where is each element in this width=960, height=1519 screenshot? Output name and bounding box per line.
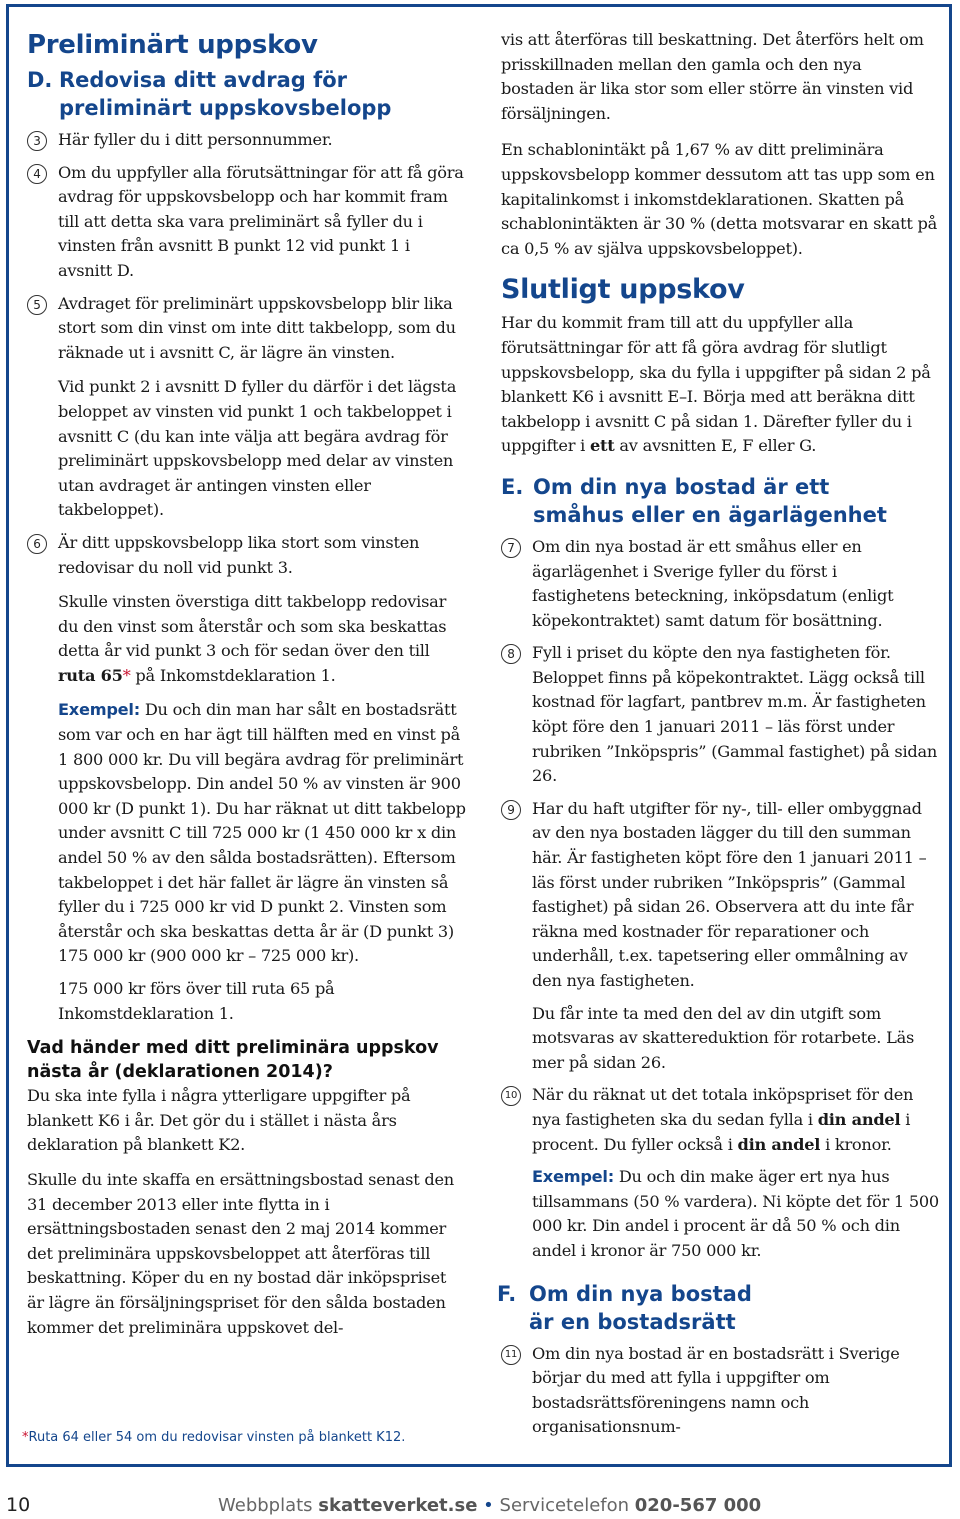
paragraph (27, 590, 467, 688)
list-item (27, 128, 467, 153)
paragraph: Skulle du inte skaffa en ersättningsbostad senast den 31 december 2013 eller inte flytta in i ersättningsbostaden senast den 2 maj 2014 kommer det preliminära uppskovsbeloppet att återföras till beskattning. Köper du en ny bostad där inköpspriset är lägre än försäljningspriset för den sålda bostaden kommer det preliminära uppskovet del- (27, 1169, 454, 1337)
example-text: Du och din make äger ert nya hus tillsammans (50 % vardera). Ni köpte det för 1 500 000 kr. Din andel i procent är då 50 % och din andel i kronor är 750 000 kr. (532, 1167, 939, 1260)
text: Skulle vinsten överstiga ditt takbelopp redovisar du den vinst som återstår och som ska beskattas detta år vid punkt 3 och för sedan över den till (58, 592, 447, 661)
section-f-heading (497, 1280, 939, 1336)
bold-text: ruta 65 (58, 665, 123, 685)
footer-contact (218, 1495, 761, 1516)
item-text: Om din nya bostad är ett småhus eller en ägarlägenhet i Sverige fyller du först i fastighetens beteckning, inköpsdatum (enligt köpekontraktet) samt datum för bosättning. (532, 536, 894, 630)
item-text: Om du uppfyller alla förutsättningar för att få göra avdrag för uppskovsbelopp och har kommit fram till att detta ska vara preliminärt så fyller du i vinsten från avsnitt B punkt 12 vid punkt 1 i avsnitt D. (58, 162, 464, 280)
bold-text: din andel (817, 1109, 901, 1129)
footnote-star: * (22, 1430, 29, 1445)
section-d-label: D. (27, 68, 53, 92)
item-number: 8 (501, 644, 521, 664)
web-link[interactable]: skatteverket.se (318, 1495, 478, 1516)
section-e-title-1: Om din nya bostad är ett (533, 474, 830, 499)
paragraph: Du får inte ta med den del av din utgift som motsvaras av skattereduktion för rotarbete. Läs mer på sidan 26. (532, 1003, 915, 1072)
section-e-title-2: småhus eller en ägarlägenhet (533, 502, 887, 527)
item-number: 7 (501, 538, 521, 558)
example-text: Du och din man har sålt en bostadsrätt som var och en har ägt till hälften med en vinst på 1 800 000 kr. Du vill begära avdrag för preliminärt uppskovsbelopp. Din andel 50 % av vinsten är 900 000 kr (D punkt 1). Du har räknat ut ditt takbelopp under avsnitt C till 725 000 kr (1 450 000 kr x din andel 50 % av den sålda bostadsrätten). Eftersom takbeloppet i det här fallet är lägre än vinsten så fyller du i 725 000 kr vid D punkt 2. Vinsten som återstår och ska beskattas detta år är (D punkt 3) 175 000 kr (900 000 kr – 725 000 kr). (58, 700, 466, 966)
list-item (501, 1083, 939, 1157)
section-d-title-1: Redovisa ditt avdrag för (59, 68, 348, 92)
paragraph: Vid punkt 2 i avsnitt D fyller du därför i det lägsta beloppet av vinsten vid punkt 1 och takbeloppet i avsnitt C (du kan inte välja att begära avdrag för preliminärt uppskovsbelopp med delar av vinsten utan avdraget är antingen vinsten eller takbeloppet). (58, 377, 457, 520)
section-e-heading (501, 473, 939, 529)
paragraph: 175 000 kr förs över till ruta 65 på Inkomstdeklaration 1. (58, 979, 335, 1023)
list-item (501, 535, 939, 633)
text: Har du kommit fram till att du uppfyller alla förutsättningar för att få göra avdrag för slutligt uppskovsbelopp, ska du fylla i uppgifter på sidan 2 på blankett K6 i avsnitt E–I. Börja med att beräkna ditt takbelopp i avsnitt C på sidan 1. Därefter fyller du i uppgifter i (501, 313, 931, 456)
phone-number: 020-567 000 (634, 1495, 762, 1516)
section-f-title-1: Om din nya bostad (529, 1281, 752, 1306)
footnote (22, 1430, 405, 1445)
bullet-separator: • (483, 1495, 494, 1516)
web-label: Webbplats (218, 1495, 319, 1516)
item-text: När du räknat ut det totala inköpspriset för den nya fastigheten ska du sedan fylla i (532, 1085, 914, 1129)
example-label: Exempel: (58, 700, 140, 720)
item-number: 3 (27, 131, 47, 151)
paragraph (501, 311, 939, 459)
phone-label: Servicetelefon (499, 1495, 635, 1516)
bold-text: ett (589, 436, 615, 456)
item-text: i kronor. (820, 1134, 892, 1154)
example-paragraph (501, 1165, 939, 1263)
left-column (27, 30, 467, 1348)
right-column (497, 28, 939, 1448)
section-title: Slutligt uppskov (501, 274, 745, 306)
item-number: 10 (501, 1086, 521, 1106)
bold-text: din andel (737, 1134, 821, 1154)
text: på Inkomstdeklaration 1. (130, 665, 336, 685)
page-title: Preliminärt uppskov (27, 30, 318, 60)
item-text: Har du haft utgifter för ny-, till- eller ombyggnad av den nya bostaden lägger du till den summan här. Är fastigheten köpt före den 1 januari 2011 – läs först under rubriken ”Inköpspris” (Gammal fastighet) på sidan 26. Observera att du inte får räkna med kostnader för reparationer och underhåll, t.ex. tapetsering eller ommålning av den nya fastigheten. (532, 798, 927, 990)
paragraph: vis att återföras till beskattning. Det återförs helt om prisskillnaden mellan den gamla och den nya bostaden är lika stor som eller större än vinsten vid försäljningen. (501, 30, 924, 123)
list-item (501, 1342, 939, 1440)
list-item (501, 641, 939, 789)
item-text: Är ditt uppskovsbelopp lika stort som vinsten redovisar du noll vid punkt 3. (58, 532, 420, 577)
paragraph: Du ska inte fylla i några ytterligare uppgifter på blankett K6 i år. Det gör du i stället i nästa års deklaration på blankett K2. (27, 1086, 411, 1155)
list-item (27, 531, 467, 580)
list-item (501, 797, 939, 994)
item-text: Här fyller du i ditt personnummer. (58, 130, 333, 149)
item-text: Om din nya bostad är en bostadsrätt i Sverige börjar du med att fylla i uppgifter om bostadsrättsföreningens namn och organisationsnum- (532, 1343, 900, 1437)
item-text: Fyll i priset du köpte den nya fastigheten för. Beloppet finns på köpekontraktet. Lägg också till kostnad för lagfart, pantbrev m.m. Är fastigheten köpt före den 1 januari 2011 – läs först under rubriken ”Inköpspris” (Gammal fastighet) på sidan 26. (532, 643, 938, 786)
item-number: 5 (27, 295, 47, 315)
section-d-heading (27, 66, 467, 122)
footnote-text: Ruta 64 eller 54 om du redovisar vinsten på blankett K12. (28, 1430, 406, 1445)
item-number: 4 (27, 164, 47, 184)
section-e-label: E. (501, 474, 524, 499)
page-footer (0, 1480, 960, 1519)
item-number: 9 (501, 800, 521, 820)
item-number: 11 (501, 1345, 521, 1365)
section-f-title-2: är en bostadsrätt (529, 1309, 736, 1334)
footnote-star: * (122, 665, 131, 685)
page-number: 10 (6, 1494, 31, 1516)
example-label: Exempel: (532, 1167, 614, 1187)
list-item (27, 161, 467, 284)
subheading: Vad händer med ditt preliminära uppskov nästa år (deklarationen 2014)? (27, 1038, 439, 1083)
example-paragraph (27, 698, 467, 969)
list-item (27, 292, 467, 366)
item-text: i procent. Du fyller också i (532, 1109, 911, 1154)
paragraph: En schablonintäkt på 1,67 % av ditt preliminära uppskovsbelopp kommer dessutom att tas upp som en kapitalinkomst i inkomstdeklarationen. Skatten på schablonintäkten är 30 % (detta motsvarar en skatt på ca 0,5 % av själva uppskovsbeloppet). (501, 140, 938, 258)
section-f-label: F. (497, 1281, 517, 1306)
item-number: 6 (27, 534, 47, 554)
text: av avsnitten E, F eller G. (614, 436, 817, 456)
item-text: Avdraget för preliminärt uppskovsbelopp blir lika stort som din vinst om inte ditt takbelopp, som du räknade ut i avsnitt C, är lägre än vinsten. (58, 293, 456, 362)
section-d-title-2: preliminärt uppskovsbelopp (59, 96, 392, 120)
